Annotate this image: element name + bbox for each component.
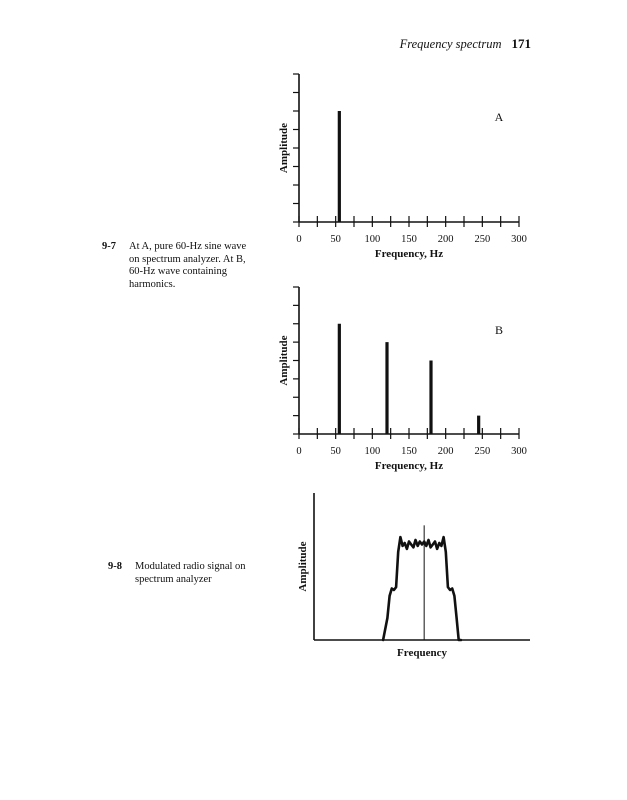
x-tick-label: 200 [437, 446, 454, 457]
x-tick-label: 250 [474, 446, 491, 457]
panel-label: B [494, 323, 504, 337]
spectral-line [338, 324, 341, 434]
page-number: 171 [511, 36, 531, 51]
x-tick-label: 100 [364, 446, 381, 457]
spectral-line [338, 111, 341, 222]
x-tick-label: 200 [437, 234, 454, 245]
y-axis-label: Amplitude [278, 122, 290, 174]
x-tick-label: 50 [330, 446, 341, 457]
spectral-line [429, 361, 432, 435]
signal-envelope [383, 537, 461, 640]
x-axis-label: Frequency, Hz [374, 460, 444, 472]
x-tick-label: 100 [364, 234, 381, 245]
spectral-line [477, 416, 480, 434]
x-tick-label: 300 [511, 234, 527, 245]
x-tick-label: 150 [401, 446, 417, 457]
modulated-signal-chart [297, 493, 530, 659]
x-tick-label: 0 [296, 446, 302, 457]
x-tick-label: 0 [296, 234, 302, 245]
figure-number: 9-8 [108, 561, 122, 572]
x-tick-label: 250 [474, 234, 491, 245]
x-tick-label: 300 [511, 446, 527, 457]
figure-caption-text: Modulated radio signal on spectrum analyzer [135, 561, 246, 585]
running-title: Frequency spectrum [399, 37, 502, 51]
spectrum-chart-b [278, 287, 527, 472]
spectrum-chart-a [278, 74, 527, 260]
figure-number: 9-7 [102, 241, 116, 252]
x-tick-label: 50 [330, 234, 341, 245]
spectral-line [385, 342, 388, 434]
y-axis-label: Amplitude [297, 541, 309, 592]
figure-caption-text: At A, pure 60-Hz sine wave on spectrum analyzer. At B, 60-Hz wave containing harmonics. [129, 241, 247, 290]
x-axis-label: Frequency, Hz [374, 248, 444, 260]
y-axis-label: Amplitude [278, 335, 290, 386]
panel-label: A [494, 110, 504, 124]
x-tick-label: 150 [401, 234, 417, 245]
x-axis-label: Frequency [397, 647, 447, 659]
